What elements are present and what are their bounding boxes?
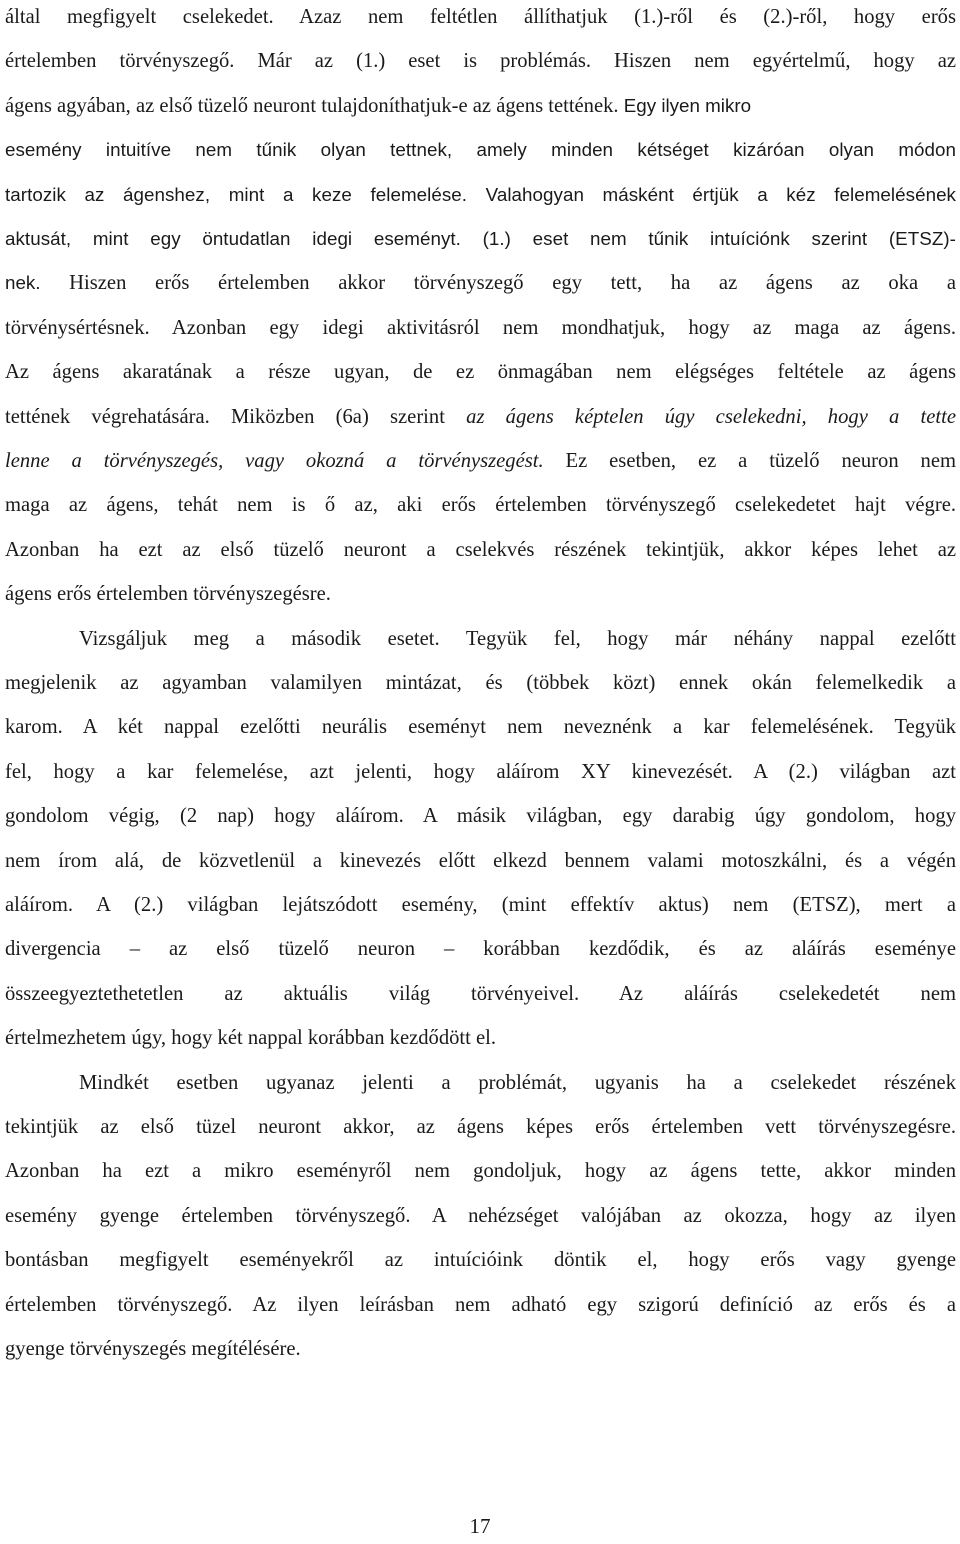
text-line xyxy=(79,1068,956,1098)
text-line xyxy=(5,402,956,432)
text-segment: törvénysértésnek. Azonban egy idegi aktivitásról nem mondhatjuk, hogy az maga az ágens. xyxy=(5,316,956,339)
text-segment: divergencia – az első tüzelő neuron – korábban kezdődik, és az aláírás eseménye xyxy=(5,938,956,961)
text-line xyxy=(5,268,956,298)
text-line xyxy=(5,1245,956,1275)
text-line xyxy=(5,579,956,609)
text-segment: értelemben törvényszegő. Már az (1.) eset is problémás. Hiszen nem egyértelmű, hogy az xyxy=(5,50,956,73)
text-segment: Vizsgáljuk meg a második esetet. Tegyük fel, hogy már néhány nappal ezelőtt xyxy=(79,627,956,650)
text-segment: esemény gyenge értelemben törvényszegő. A nehézséget valójában az okozza, hogy az ilyen xyxy=(5,1204,956,1227)
text-line xyxy=(5,357,956,387)
text-segment: aktusát, mint egy öntudatlan idegi eseményt. (1.) eset nem tűnik intuíciónk szerint (ETSZ)- xyxy=(5,228,956,249)
text-segment: Hiszen erős értelemben akkor törvényszegő egy tett, ha az ágens az oka a xyxy=(40,272,956,295)
text-segment: maga az ágens, tehát nem is ő az, aki erős értelemben törvényszegő cselekedetet hajt végre. xyxy=(5,494,956,517)
text-line xyxy=(5,801,956,831)
italic-text-segment: az ágens képtelen úgy cselekedni, hogy a tette xyxy=(466,405,956,428)
text-line xyxy=(5,979,956,1009)
text-segment: Az ágens akaratának a része ugyan, de ez önmagában nem elégséges feltétele az ágens xyxy=(5,361,956,384)
text-line xyxy=(5,1334,956,1364)
text-line xyxy=(5,1290,956,1320)
text-segment: megjelenik az agyamban valamilyen mintázat, és (többek közt) ennek okán felemelkedik a xyxy=(5,672,956,694)
text-segment: ágens erős értelemben törvényszegésre. xyxy=(5,583,331,606)
text-line xyxy=(5,91,956,121)
text-line xyxy=(5,934,956,964)
text-line xyxy=(5,1112,956,1142)
text-segment: által megfigyelt cselekedet. Azaz nem feltétlen állíthatjuk (1.)-ről és (2.)-ről, hogy erős xyxy=(5,6,956,28)
text-segment: Ez esetben, ez a tüzelő neuron nem xyxy=(543,450,956,472)
text-line xyxy=(5,180,956,210)
text-segment: ágens agyában, az első tüzelő neuront tulajdoníthatjuk-e az ágens tettének. xyxy=(5,94,619,117)
text-line xyxy=(5,446,956,476)
text-segment: nem írom alá, de közvetlenül a kinevezés előtt elkezd bennem valami motoszkálni, és a végén xyxy=(5,849,956,872)
text-line xyxy=(5,46,956,76)
text-line xyxy=(5,1156,956,1186)
text-segment: Azonban ha ezt az első tüzelő neuront a cselekvés részének tekintjük, akkor képes lehet az xyxy=(5,538,956,561)
italic-text-segment: lenne a törvényszegés, vagy okozná a törvényszegést. xyxy=(5,450,544,472)
text-segment: bontásban megfigyelt eseményekről az intuícióink döntik el, hogy erős vagy gyenge xyxy=(5,1249,956,1272)
text-segment: gondolom végig, (2 nap) hogy aláírom. A másik világban, egy darabig úgy gondolom, hogy xyxy=(5,805,956,828)
text-segment: tartozik az ágenshez, mint a keze felemelése. Valahogyan másként értjük a kéz felemelésének xyxy=(5,183,956,205)
text-line xyxy=(5,2,956,32)
text-line xyxy=(5,490,956,520)
text-line xyxy=(5,1023,956,1053)
text-line xyxy=(5,224,956,254)
text-segment: értelmezhetem úgy, hogy két nappal korábban kezdődött el. xyxy=(5,1027,497,1050)
text-line xyxy=(5,712,956,742)
text-segment: Mindkét esetben ugyanaz jelenti a problémát, ugyanis ha a cselekedet részének xyxy=(79,1071,956,1094)
page-number: 17 xyxy=(469,1514,491,1538)
text-segment: tettének végrehatására. Miközben (6a) szerint xyxy=(5,405,467,428)
text-line xyxy=(5,890,956,920)
text-line xyxy=(5,668,956,698)
text-segment: fel, hogy a kar felemelése, azt jelenti, hogy aláírom XY kinevezését. A (2.) világban azt xyxy=(5,760,956,783)
text-segment: Azonban ha ezt a mikro eseményről nem gondoljuk, hogy az ágens tette, akkor minden xyxy=(5,1160,956,1183)
text-segment: Egy ilyen mikro xyxy=(623,94,752,116)
text-line xyxy=(5,313,956,343)
text-line xyxy=(5,1201,956,1231)
text-line xyxy=(5,846,956,876)
text-segment: esemény intuitíve nem tűnik olyan tettnek, amely minden kétséget kizáróan olyan módon xyxy=(5,139,956,161)
text-segment: karom. A két nappal ezelőtti neurális eseményt nem neveznénk a kar felemelésének. Tegyük xyxy=(5,716,956,739)
text-line xyxy=(79,624,956,654)
text-segment: aláírom. A (2.) világban lejátszódott esemény, (mint effektív aktus) nem (ETSZ), mert a xyxy=(5,894,956,916)
text-line xyxy=(5,535,956,565)
text-segment: nek. xyxy=(5,272,41,294)
text-segment: tekintjük az első tüzel neuront akkor, az ágens képes erős értelemben vett törvényszegésre. xyxy=(5,1116,956,1138)
text-segment: gyenge törvényszegés megítélésére. xyxy=(5,1338,301,1360)
document-body xyxy=(5,0,956,1370)
text-line xyxy=(5,135,956,165)
text-segment: összeegyeztethetetlen az aktuális világ törvényeivel. Az aláírás cselekedetét nem xyxy=(5,982,956,1005)
text-segment: értelemben törvényszegő. Az ilyen leírásban nem adható egy szigorú definíció az erős és a xyxy=(5,1293,956,1316)
text-line xyxy=(5,757,956,787)
